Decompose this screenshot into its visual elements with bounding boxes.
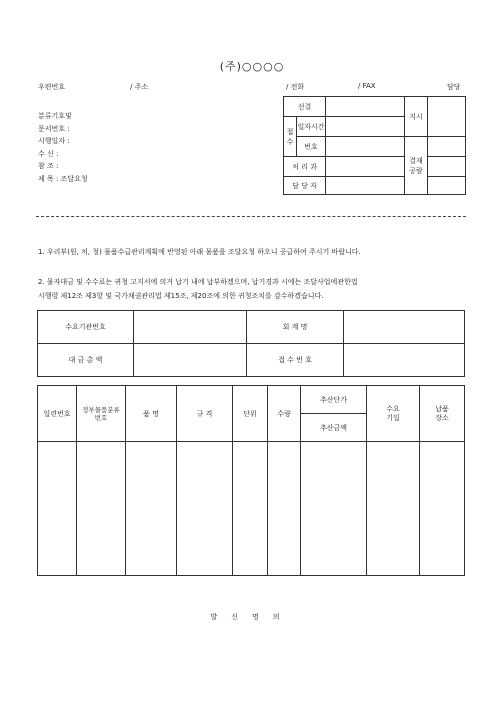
instruction-cell: 지시 [405,97,428,137]
reference-label: 참 조 : [38,162,59,170]
document-meta [38,110,88,185]
approval-cell: 결재 공람 [405,137,428,195]
col-amount: 추산금액 [301,414,367,442]
signature-line: 발신명의 [210,613,294,621]
subject-label: 제 목 : 조달요청 [38,174,88,183]
class-label-line2: 문서번호 : [38,124,70,133]
col-delivery-place: 납품 장소 [420,386,465,442]
col-spec: 규 격 [177,386,233,442]
receive-label-cell: 접 수 [284,117,297,157]
postal-label: 우편번호 [38,83,66,91]
line-cell: 선결 [284,97,326,117]
account-name-label: 회 계 명 [247,311,344,344]
col-demand-date: 수요 기일 [367,386,420,442]
info-table [37,310,465,377]
class-label-line1: 분류기호및 [38,112,72,120]
paragraph-2 [38,275,468,303]
contact-label: 담당 [447,83,461,91]
col-unit-price: 추산단가 [301,386,367,414]
items-table [37,385,465,576]
demand-org-no-label: 수요기관번호 [38,311,134,344]
process-cell: 처 리 과 [284,157,326,177]
payment-total-label: 대 금 총 액 [38,344,134,377]
receipt-table [283,96,466,195]
dashed-divider [36,216,466,217]
paragraph-2-line2: 시행령 제12조 제3항 및 국가채권관리법 제15조, 제20조에 의한 귀청조치를 감수하겠습니다. [38,292,324,300]
address-label: / 주소 [130,83,149,91]
paragraph-2-line1: 2. 물자대금 및 수수료는 귀청 고지서에 의거 납기 내에 납부하겠으며, 납기경과 시에는 조달사업에관한법 [38,278,358,286]
fax-label: / FAX [358,82,376,90]
col-seq: 일련번호 [38,386,77,442]
recipient-label: 수 신 : [38,149,59,158]
person-cell: 담 당 자 [284,177,326,195]
paragraph-1: 1. 우리부(원, 처, 청) 물품수급관리계획에 반영된 아래 물품을 조달요청 하오니 공급하여 주시기 바랍니다. [38,248,361,256]
date-label: 시행일자 : [38,137,70,145]
number-cell: 번호 [297,137,326,157]
phone-label: / 전화 [286,83,305,91]
col-qty: 수량 [268,386,301,442]
col-name: 품 명 [126,386,177,442]
datetime-cell: 일자시간 [297,117,326,137]
document-title: (주)○○○○ [219,60,285,73]
col-unit: 단위 [233,386,268,442]
col-class-no: 정부물품분류 번호 [77,386,126,442]
receipt-no-label: 접 수 번 호 [247,344,344,377]
